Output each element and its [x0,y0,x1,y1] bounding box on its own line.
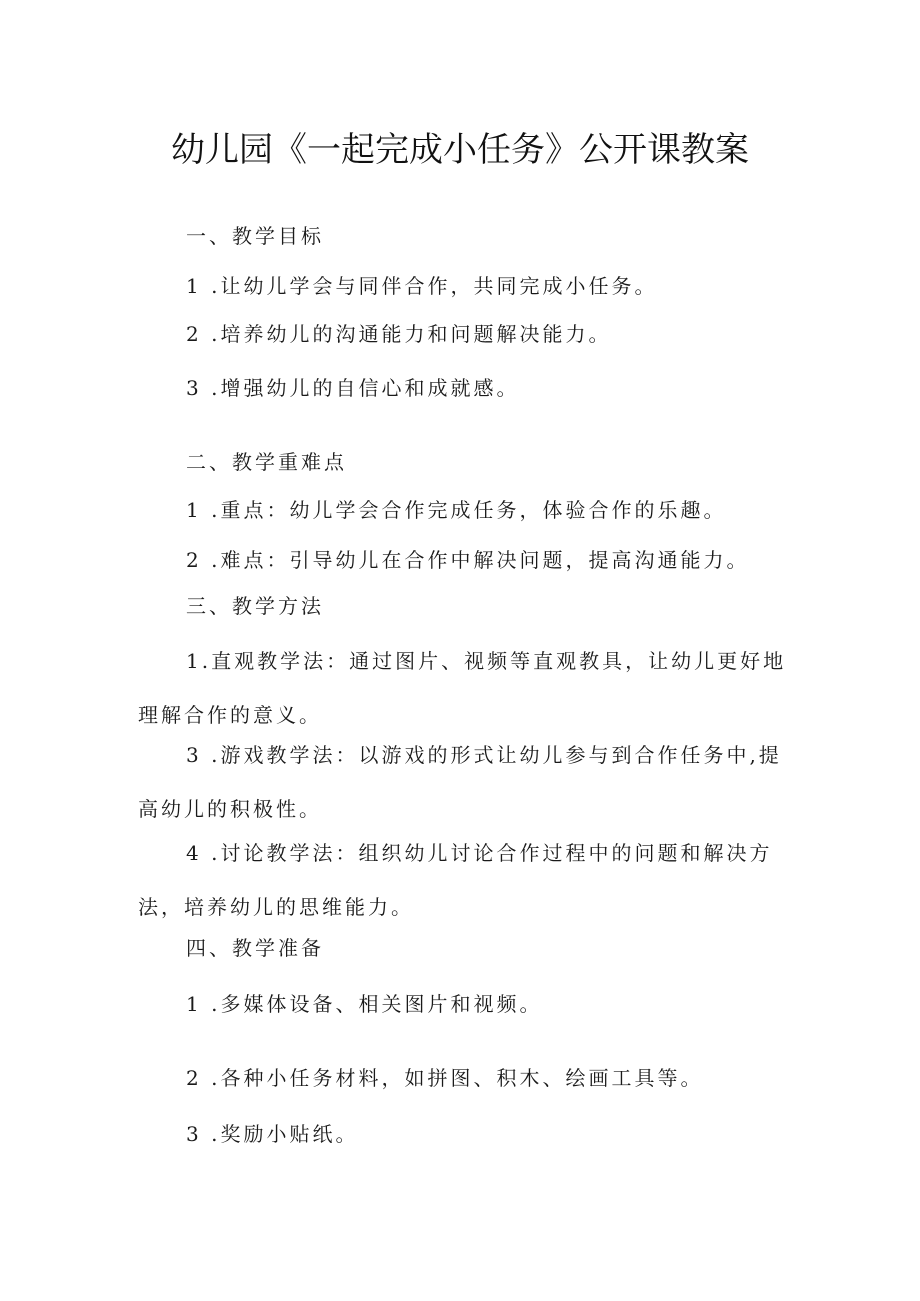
method-item-1: 1.直观教学法：通过图片、视频等直观教具，让幼儿更好地理解合作的意义。 [138,649,787,727]
key-point-item-2: 2 .难点：引导幼儿在合作中解决问题，提高沟通能力。 [186,548,750,572]
objective-item-2: 2 .培养幼儿的沟通能力和问题解决能力。 [186,322,612,346]
method-item-2: 3 .游戏教学法：以游戏的形式让幼儿参与到合作任务中,提高幼儿的积极性。 [138,743,782,821]
section-heading-objectives: 一、教学目标 [186,224,324,248]
preparation-item-3: 3 .奖励小贴纸。 [186,1122,359,1146]
objective-item-3: 3 .增强幼儿的自信心和成就感。 [186,376,520,400]
method-item-3: 4 .讨论教学法：组织幼儿讨论合作过程中的问题和解决方法，培养幼儿的思维能力。 [138,841,773,919]
section-heading-key-points: 二、教学重难点 [186,450,347,474]
preparation-item-2: 2 .各种小任务材料，如拼图、积木、绘画工具等。 [186,1066,704,1090]
section-heading-preparation: 四、教学准备 [186,936,324,960]
preparation-item-1: 1 .多媒体设备、相关图片和视频。 [186,992,543,1016]
section-heading-methods: 三、教学方法 [186,594,324,618]
key-point-item-1: 1 .重点：幼儿学会合作完成任务，体验合作的乐趣。 [186,498,727,522]
document-title: 幼儿园《一起完成小任务》公开课教案 [171,130,749,170]
objective-item-1: 1 .让幼儿学会与同伴合作，共同完成小任务。 [186,274,658,298]
